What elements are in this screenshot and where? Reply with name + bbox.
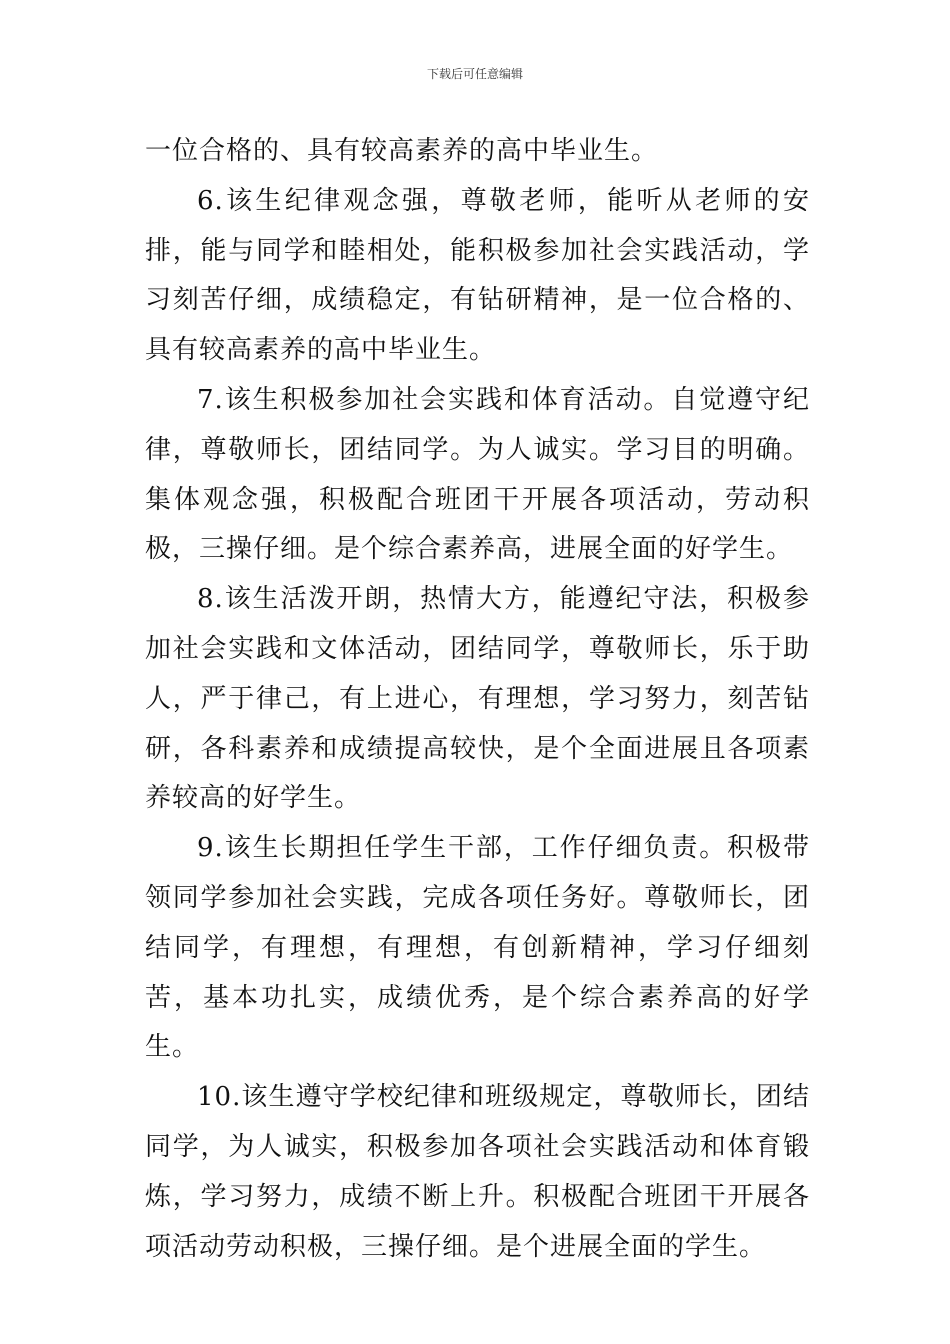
document-body	[145, 127, 810, 1272]
paragraph-item-7: 7.该生积极参加社会实践和体育活动。自觉遵守纪律，尊敬师长，团结同学。为人诚实。学习目的明确。集体观念强，积极配合班团干开展各项活动，劳动积极，三操仔细。是个综合素养高，进展全面的好学生。	[145, 384, 810, 565]
paragraph-item-10: 10.该生遵守学校纪律和班级规定，尊敬师长，团结同学，为人诚实，积极参加各项社会实践活动和体育锻炼，学习努力，成绩不断上升。积极配合班团干开展各项活动劳动积极，三操仔细。是个进展全面的学生。	[145, 1082, 810, 1262]
paragraph-item-9: 9.该生长期担任学生干部，工作仔细负责。积极带领同学参加社会实践，完成各项任务好。尊敬师长，团结同学，有理想，有理想，有创新精神，学习仔细刻苦，基本功扎实，成绩优秀，是个综合素养高的好学生。	[145, 833, 810, 1063]
paragraph-continuation: 一位合格的、具有较高素养的高中毕业生。	[145, 136, 659, 166]
paragraph-item-6: 6.该生纪律观念强，尊敬老师，能听从老师的安排，能与同学和睦相处，能积极参加社会实践活动，学习刻苦仔细，成绩稳定，有钻研精神，是一位合格的、具有较高素养的高中毕业生。	[145, 185, 810, 366]
paragraph-item-8: 8.该生活泼开朗，热情大方，能遵纪守法，积极参加社会实践和文体活动，团结同学，尊敬师长，乐于助人，严于律己，有上进心，有理想，学习努力，刻苦钻研，各科素养和成绩提高较快，是个全面进展且各项素养较高的好学生。	[145, 584, 810, 814]
page-header: 下载后可任意编辑	[426, 67, 523, 81]
